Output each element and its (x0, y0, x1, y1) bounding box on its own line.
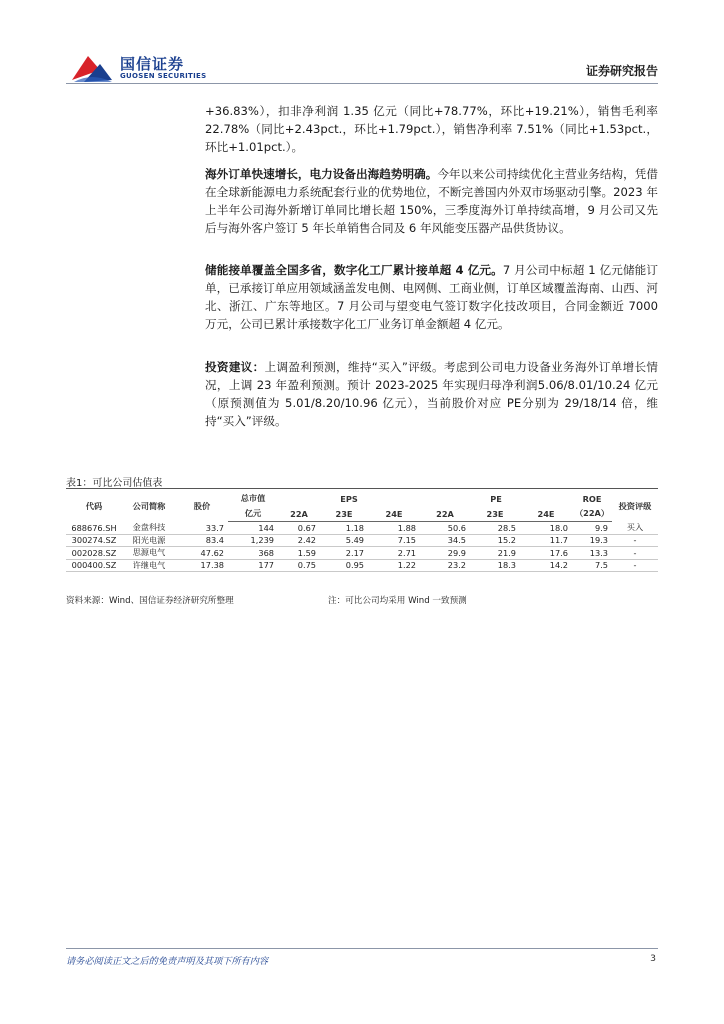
cell-roe: 9.9 (572, 522, 612, 535)
paragraph-investment-advice (205, 358, 658, 430)
cell-eps24: 1.88 (368, 522, 420, 535)
table-note: 注：可比公司均采用 Wind 一致预测 (328, 596, 467, 606)
col-eps-23e: 23E (320, 506, 368, 522)
col-name: 公司简称 (132, 500, 166, 511)
col-rating: 投资评级 (618, 500, 652, 511)
col-roe-sub: （22A） (572, 506, 612, 522)
col-pe-24e: 24E (520, 506, 572, 522)
cell-rating: - (612, 534, 658, 547)
cell-pe24: 18.0 (520, 522, 572, 535)
table-row (66, 547, 658, 560)
paragraph-lead: 投资建议： (205, 360, 265, 374)
table-title: 表1：可比公司估值表 (66, 478, 163, 489)
cell-pe23: 18.3 (470, 559, 520, 572)
cell-roe: 7.5 (572, 559, 612, 572)
cell-name: 阳光电源 (122, 534, 176, 547)
table-source: 资料来源：Wind、国信证券经济研究所整理 (66, 596, 234, 606)
table-row (66, 559, 658, 572)
col-eps-22a: 22A (278, 506, 320, 522)
col-mktcap-unit: 亿元 (228, 506, 278, 522)
cell-pe24: 17.6 (520, 547, 572, 560)
cell-eps23: 2.17 (320, 547, 368, 560)
cell-eps22: 2.42 (278, 534, 320, 547)
paragraph-financials (205, 102, 658, 156)
col-pe-22a: 22A (420, 506, 470, 522)
paragraph-overseas-orders (205, 165, 658, 237)
table-row (66, 534, 658, 547)
cell-pe24: 14.2 (520, 559, 572, 572)
company-logo (70, 50, 220, 86)
cell-name: 许继电气 (122, 559, 176, 572)
paragraph-text: 上调盈利预测，维持“买入”评级。考虑到公司电力设备业务海外订单增长情况，上调 23 年盈利预测。预计 2023-2025 年实现归母净利润5.06/8.01/10.24 亿元（原预测值为 5.01/8.20/10.96 亿元），当前股价对应 PE分别为 29/18/14 倍，维持“买入”评级。 (205, 360, 658, 428)
cell-rating: 买入 (612, 522, 658, 535)
cell-name: 思源电气 (122, 547, 176, 560)
page-header (0, 0, 724, 90)
col-roe: ROE (582, 493, 602, 504)
cell-mktcap: 368 (228, 547, 278, 560)
paragraph-text: 7 月公司中标超 1 亿元储能订单，已承接订单应用领域涵盖发电侧、电网侧、工商业侧，订单区域覆盖海南、山西、河北、浙江、广东等地区。7 月公司与望变电气签订数字化技改项目，合同金额近 7000 万元，公司已累计承接数字化工厂业务订单金额超 4 亿元。 (205, 263, 658, 331)
page-number: 3 (650, 953, 656, 964)
cell-roe: 13.3 (572, 547, 612, 560)
table-row (66, 522, 658, 535)
col-eps-24e: 24E (368, 506, 420, 522)
col-code: 代码 (85, 500, 103, 511)
cell-eps24: 1.22 (368, 559, 420, 572)
paragraph-text: 今年以来公司持续优化主营业务结构，凭借在全球新能源电力系统配套行业的优势地位，不断完善国内外双市场驱动引擎。2023 年上半年公司海外新增订单同比增长超 150%，三季度海外订单持续高增，9 月公司又先后与海外客户签订 5 年长单销售合同及 6 年风能变压器产品供货协议。 (205, 167, 658, 235)
cell-eps23: 5.49 (320, 534, 368, 547)
cell-rating: - (612, 547, 658, 560)
cell-price: 33.7 (176, 522, 228, 535)
table-top-rule (66, 488, 658, 489)
col-pe-23e: 23E (470, 506, 520, 522)
cell-code: 002028.SZ (66, 547, 122, 560)
logo-chinese-name: 国信证券 (120, 55, 185, 73)
cell-price: 17.38 (176, 559, 228, 572)
col-pe: PE (490, 493, 502, 504)
cell-eps22: 1.59 (278, 547, 320, 560)
footer-disclaimer: 请务必阅读正文之后的免责声明及其项下所有内容 (66, 956, 269, 967)
cell-eps23: 0.95 (320, 559, 368, 572)
cell-price: 83.4 (176, 534, 228, 547)
report-type-label: 证券研究报告 (585, 64, 658, 78)
logo-english-name: GUOSEN SECURITIES (120, 72, 207, 80)
cell-eps23: 1.18 (320, 522, 368, 535)
cell-pe24: 11.7 (520, 534, 572, 547)
cell-eps24: 2.71 (368, 547, 420, 560)
paragraph-text: +36.83%），扣非净利润 1.35 亿元（同比+78.77%，环比+19.21%），销售毛利率22.78%（同比+2.43pct.，环比+1.79pct.），销售净利率 7.51%（同比+1.53pct.，环比+1.01pct.）。 (205, 104, 658, 154)
cell-pe23: 21.9 (470, 547, 520, 560)
valuation-table (66, 491, 658, 572)
cell-eps22: 0.67 (278, 522, 320, 535)
paragraph-lead: 储能接单覆盖全国多省，数字化工厂累计接单超 4 亿元。 (205, 263, 503, 277)
cell-code: 000400.SZ (66, 559, 122, 572)
footer-divider (66, 948, 658, 949)
cell-mktcap: 1,239 (228, 534, 278, 547)
cell-roe: 19.3 (572, 534, 612, 547)
col-price: 股价 (193, 500, 211, 511)
cell-code: 300274.SZ (66, 534, 122, 547)
paragraph-lead: 海外订单快速增长，电力设备出海趋势明确。 (205, 167, 438, 181)
cell-pe22: 23.2 (420, 559, 470, 572)
header-divider (66, 83, 658, 84)
cell-mktcap: 177 (228, 559, 278, 572)
cell-pe23: 28.5 (470, 522, 520, 535)
cell-rating: - (612, 559, 658, 572)
cell-code: 688676.SH (66, 522, 122, 535)
cell-mktcap: 144 (228, 522, 278, 535)
paragraph-energy-storage (205, 261, 658, 333)
col-mktcap: 总市值 (240, 493, 266, 503)
guosen-logo-icon (70, 50, 114, 84)
table-header-row (66, 491, 658, 506)
cell-pe23: 15.2 (470, 534, 520, 547)
cell-price: 47.62 (176, 547, 228, 560)
cell-name: 金盘科技 (122, 522, 176, 535)
cell-pe22: 34.5 (420, 534, 470, 547)
cell-eps22: 0.75 (278, 559, 320, 572)
cell-eps24: 7.15 (368, 534, 420, 547)
col-eps: EPS (340, 493, 358, 504)
cell-pe22: 29.9 (420, 547, 470, 560)
cell-pe22: 50.6 (420, 522, 470, 535)
